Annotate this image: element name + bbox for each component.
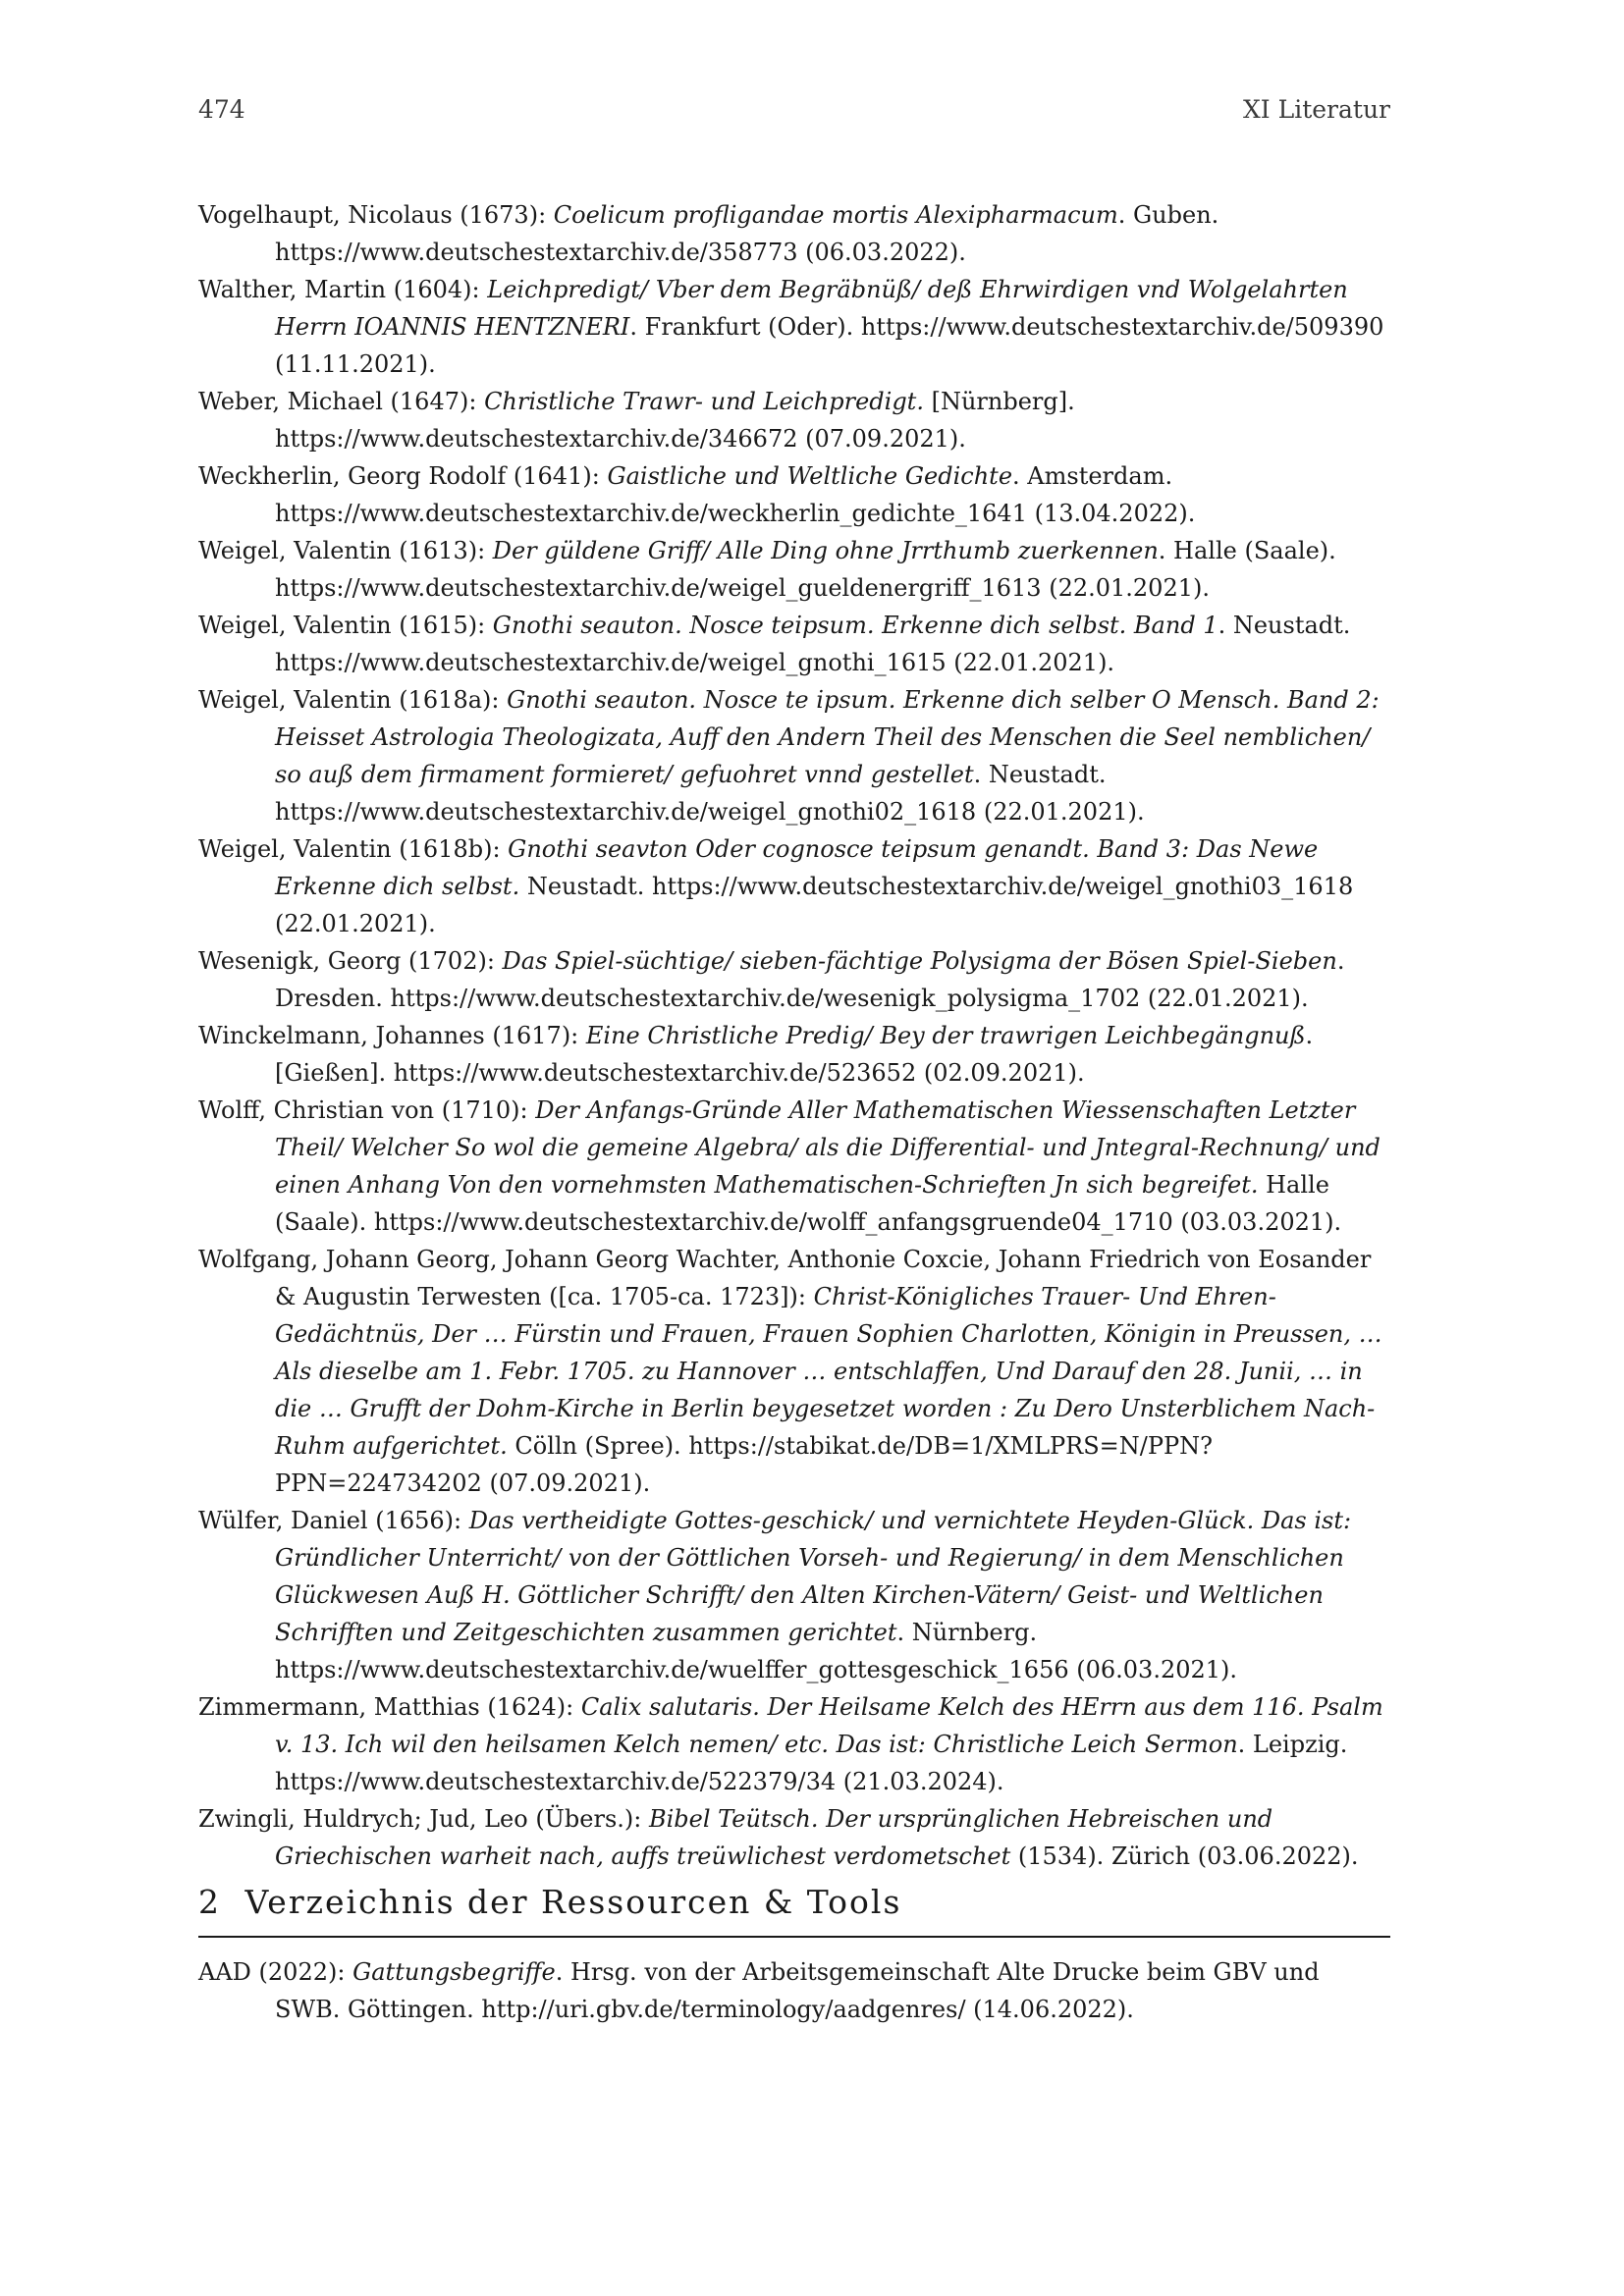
- entry-author: AAD (2022):: [198, 1958, 353, 1986]
- entry-author: Zwingli, Huldrych; Jud, Leo (Übers.):: [198, 1805, 649, 1833]
- entry-details: Halle (Saale). https://www.deutschestextarchiv.de/wolff_anfangsgruende04_1710 (03.03.2021).: [275, 1171, 1342, 1236]
- entry-title: Das vertheidigte Gottes-geschick/ und vernichtete Heyden-Glück. Das ist: Gründlicher Unterricht/ von der Göttlichen Vorseh- und Regierung/ in dem Menschlichen Glückwesen Auß H. Göttlicher Schrifft/ den Alten Kirchen-Vätern/ Geist- und Weltlichen Schrifften und Zeitgeschichten zusammen gerichtet: [275, 1507, 1352, 1646]
- entry-title: Gnothi seauton. Nosce teipsum. Erkenne dich selbst. Band 1: [492, 612, 1218, 639]
- entry-title: Der güldene Griff/ Alle Ding ohne Jrrthumb zuerkennen: [492, 537, 1159, 564]
- entry-title: Christliche Trawr- und Leichpredigt.: [484, 388, 924, 415]
- entry-title: Christ-Königliches Trauer- Und Ehren-Gedächtnüs, Der … Fürstin und Frauen, Frauen Sophien Charlotten, Königin in Preussen, … Als dieselbe am 1. Febr. 1705. zu Hannover … entschlaffen, Und Darauf den 28. Junii, … in die … Grufft der Dohm-Kirche in Berlin beygesetzet worden : Zu Dero Unsterblichem Nach-Ruhm aufgerichtet.: [275, 1283, 1382, 1460]
- bibliography-entry: [198, 196, 1390, 271]
- entry-author: Weigel, Valentin (1613):: [198, 537, 493, 564]
- entry-author: Wesenigk, Georg (1702):: [198, 947, 503, 975]
- entry-title: Der Anfangs-Gründe Aller Mathematischen Wiessenschaften Letzter Theil/ Welcher So wol die gemeine Algebra/ als die Differential- und Jntegral-Rechnung/ und einen Anhang Von den vornehmsten Mathematischen-Schrieften Jn sich begreifet.: [275, 1096, 1380, 1199]
- bibliography-entry: [198, 1092, 1390, 1241]
- entry-author: Walther, Martin (1604):: [198, 276, 488, 303]
- entry-details: . Amsterdam. https://www.deutschestextarchiv.de/weckherlin_gedichte_1641 (13.04.2022).: [275, 462, 1196, 527]
- entry-details: . Nürnberg. https://www.deutschestextarchiv.de/wuelffer_gottesgeschick_1656 (06.03.2021).: [275, 1619, 1238, 1683]
- bibliography-entry: [198, 532, 1390, 607]
- entry-author: Weber, Michael (1647):: [198, 388, 485, 415]
- entry-title: Coelicum profligandae mortis Alexipharmacum: [553, 201, 1118, 229]
- entry-details: . Leipzig. https://www.deutschestextarchiv.de/522379/34 (21.03.2024).: [275, 1731, 1348, 1795]
- entry-title: Gaistliche und Weltliche Gedichte: [607, 462, 1013, 490]
- bibliography-entry: [198, 457, 1390, 532]
- entry-author: Wülfer, Daniel (1656):: [198, 1507, 469, 1534]
- entry-details: Cölln (Spree). https://stabikat.de/DB=1/XMLPRS=N/PPN?PPN=224734202 (07.09.2021).: [275, 1432, 1214, 1497]
- entry-details: . [Gießen]. https://www.deutschestextarchiv.de/523652 (02.09.2021).: [275, 1022, 1314, 1087]
- entry-title: Eine Christliche Predig/ Bey der trawrigen Leichbegängnuß: [585, 1022, 1306, 1049]
- entry-title: Gnothi seauton. Nosce te ipsum. Erkenne dich selber O Mensch. Band 2: Heisset Astrologia Theologizata, Auff den Andern Theil des Menschen die Seel nemblichen/ so auß dem firmament formieret/ gefuohret vnnd gestellet: [275, 686, 1380, 788]
- entry-title: Bibel Teütsch. Der ursprünglichen Hebreischen und Griechischen warheit nach, auffs treüwlichest verdometschet: [275, 1805, 1273, 1870]
- bibliography-entry: [198, 1241, 1390, 1502]
- bibliography-entry: [198, 942, 1390, 1017]
- page-number: 474: [198, 95, 245, 124]
- section-title: Verzeichnis der Ressourcen & Tools: [244, 1883, 902, 1921]
- entry-author: Winckelmann, Johannes (1617):: [198, 1022, 586, 1049]
- entry-title: Calix salutaris. Der Heilsame Kelch des HErrn aus dem 116. Psalm v. 13. Ich wil den heilsamen Kelch nemen/ etc. Das ist: Christliche Leich Sermon: [275, 1693, 1383, 1758]
- entry-details: . Dresden. https://www.deutschestextarchiv.de/wesenigk_polysigma_1702 (22.01.2021).: [275, 947, 1345, 1012]
- bibliography-entry: [198, 1017, 1390, 1092]
- bibliography-entry: [198, 383, 1390, 457]
- bibliography-entry: [198, 271, 1390, 383]
- bibliography-entry: [198, 607, 1390, 681]
- entry-title: Das Spiel-süchtige/ sieben-fächtige Polysigma der Bösen Spiel-Sieben: [502, 947, 1337, 975]
- entry-author: Weckherlin, Georg Rodolf (1641):: [198, 462, 608, 490]
- entry-title: Gnothi seavton Oder cognosce teipsum genandt. Band 3: Das Newe Erkenne dich selbst.: [275, 835, 1319, 900]
- entry-details: . Hrsg. von der Arbeitsgemeinschaft Alte Drucke beim GBV und SWB. Göttingen. http://uri.gbv.de/terminology/aadgenres/ (14.06.2022).: [275, 1958, 1320, 2023]
- entry-author: Weigel, Valentin (1615):: [198, 612, 493, 639]
- entry-title: Leichpredigt/ Vber dem Begräbnüß/ deß Ehrwirdigen vnd Wolgelahrten Herrn IOANNIS HENTZNERI: [275, 276, 1348, 341]
- entry-details: (1534). Zürich (03.06.2022).: [1010, 1842, 1359, 1870]
- resources-list: [198, 1953, 1390, 2028]
- running-header: [198, 95, 1390, 131]
- entry-details: . Neustadt. https://www.deutschestextarchiv.de/weigel_gnothi02_1618 (22.01.2021).: [275, 761, 1145, 826]
- section-number: 2: [198, 1883, 221, 1921]
- bibliography-entry: [198, 1502, 1390, 1688]
- section-heading: [198, 1883, 1390, 1938]
- entry-details: . Frankfurt (Oder). https://www.deutschestextarchiv.de/509390 (11.11.2021).: [275, 313, 1384, 378]
- bibliography-entry: [198, 1688, 1390, 1800]
- entry-details: Neustadt. https://www.deutschestextarchiv.de/weigel_gnothi03_1618 (22.01.2021).: [275, 873, 1354, 937]
- entry-details: . Guben. https://www.deutschestextarchiv.de/358773 (06.03.2022).: [275, 201, 1219, 266]
- bibliography-entry: [198, 1800, 1390, 1875]
- resource-entry: [198, 1953, 1390, 2028]
- bibliography-entry: [198, 830, 1390, 942]
- bibliography-list: [198, 196, 1390, 1875]
- entry-author: Wolff, Christian von (1710):: [198, 1096, 536, 1124]
- entry-author: Wolfgang, Johann Georg, Johann Georg Wachter, Anthonie Coxcie, Johann Friedrich von Eosander & Augustin Terwesten ([ca. 1705-ca. 1723]):: [198, 1246, 1372, 1310]
- entry-details: [Nürnberg]. https://www.deutschestextarchiv.de/346672 (07.09.2021).: [275, 388, 1075, 453]
- bibliography-entry: [198, 681, 1390, 830]
- entry-author: Zimmermann, Matthias (1624):: [198, 1693, 581, 1721]
- entry-title: Gattungsbegriffe: [352, 1958, 556, 1986]
- entry-details: . Neustadt. https://www.deutschestextarchiv.de/weigel_gnothi_1615 (22.01.2021).: [275, 612, 1351, 676]
- entry-author: Weigel, Valentin (1618a):: [198, 686, 508, 714]
- entry-details: . Halle (Saale). https://www.deutschestextarchiv.de/weigel_gueldenergriff_1613 (22.01.2021).: [275, 537, 1336, 602]
- entry-author: Vogelhaupt, Nicolaus (1673):: [198, 201, 554, 229]
- chapter-title: XI Literatur: [1242, 95, 1390, 124]
- entry-author: Weigel, Valentin (1618b):: [198, 835, 509, 863]
